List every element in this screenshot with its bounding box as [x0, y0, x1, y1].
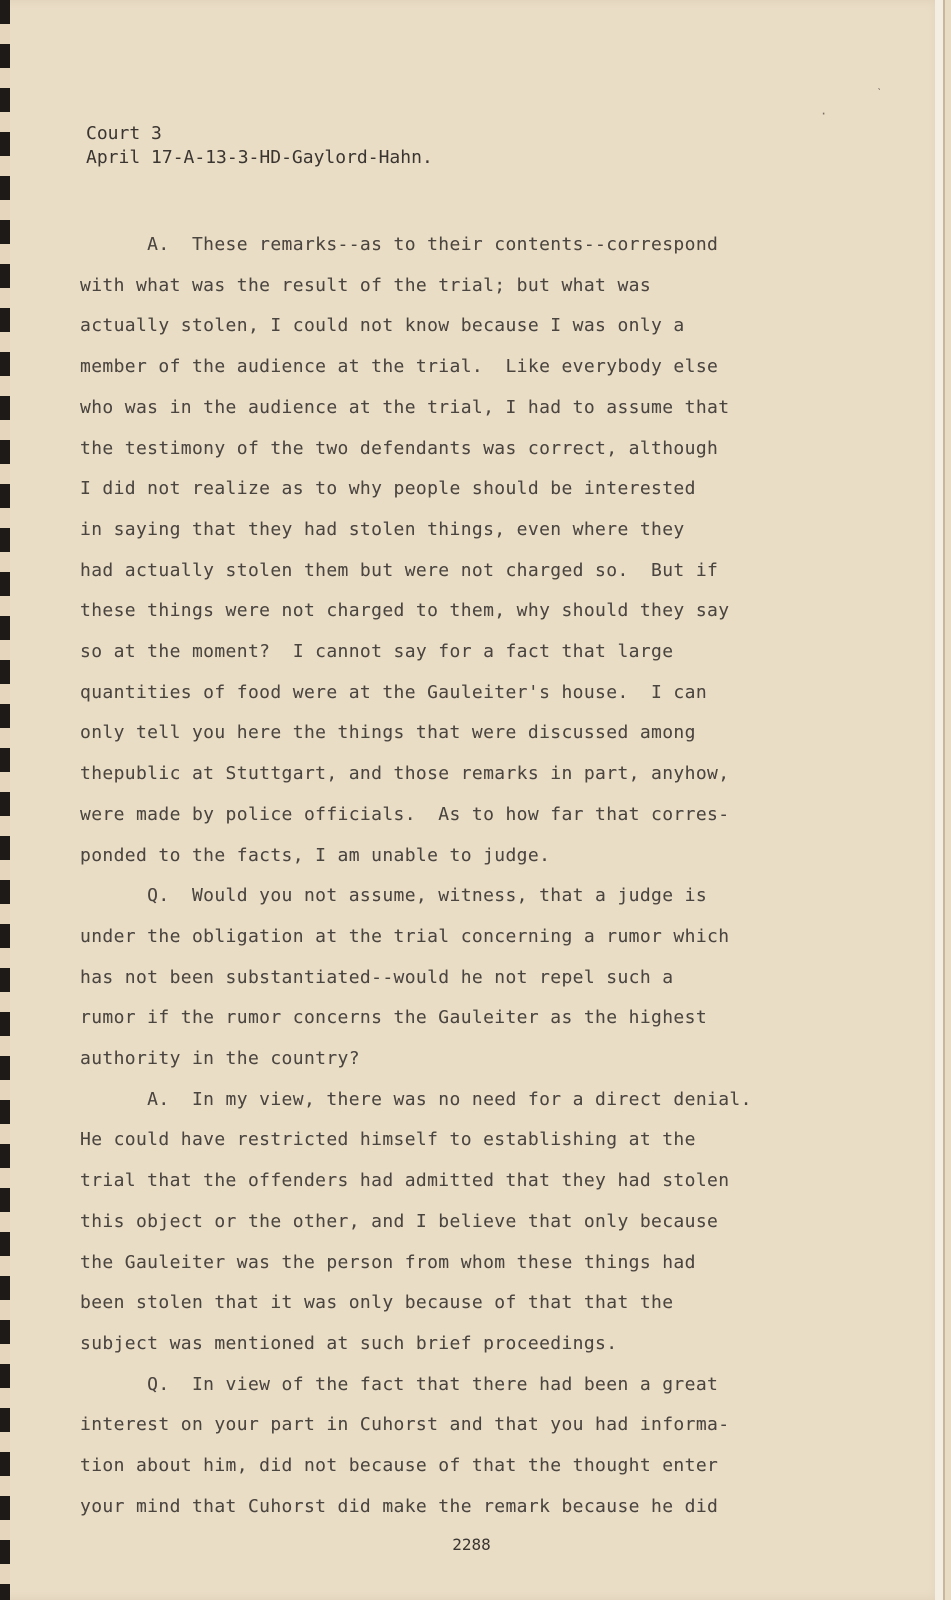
text-line: I did not realize as to why people should be interested	[80, 478, 696, 500]
text-line: so at the moment? I cannot say for a fact that large	[80, 641, 674, 663]
text-line: these things were not charged to them, why should they say	[80, 600, 730, 622]
text-line: trial that the offenders had admitted that they had stolen	[80, 1170, 730, 1192]
text-line: in saying that they had stolen things, even where they	[80, 518, 685, 540]
text-line: member of the audience at the trial. Like everybody else	[80, 356, 719, 378]
text-line: Q. In view of the fact that there had been a great	[80, 1373, 719, 1395]
text-line: has not been substantiated--would he not repel such a	[80, 966, 674, 988]
text-line: with what was the result of the trial; but what was	[80, 274, 652, 296]
text-line: authority in the country?	[80, 1048, 360, 1070]
paper-mark: ˋ	[876, 86, 884, 100]
transcript-body	[80, 225, 800, 1528]
text-line: only tell you here the things that were discussed among	[80, 722, 696, 744]
binding-holes	[0, 0, 10, 1600]
text-line: Q. Would you not assume, witness, that a judge is	[80, 885, 708, 907]
text-line: He could have restricted himself to establishing at the	[80, 1129, 696, 1151]
text-line: thepublic at Stuttgart, and those remarks in part, anyhow,	[80, 763, 730, 785]
text-line: the Gauleiter was the person from whom these things had	[80, 1251, 696, 1273]
text-line: who was in the audience at the trial, I had to assume that	[80, 396, 730, 418]
page-number: 2288	[452, 1535, 491, 1554]
reference-label: April 17-A-13-3-HD-Gaylord-Hahn.	[86, 147, 433, 168]
paper-mark: ·	[820, 107, 828, 121]
text-line: been stolen that it was only because of that that the	[80, 1292, 674, 1314]
text-line: actually stolen, I could not know because I was only a	[80, 315, 685, 337]
text-line: A. These remarks--as to their contents--correspond	[80, 234, 719, 255]
text-line: interest on your part in Cuhorst and that you had informa-	[80, 1414, 730, 1436]
document-header	[86, 122, 433, 170]
text-line: the testimony of the two defendants was correct, although	[80, 437, 719, 459]
text-line: subject was mentioned at such brief proceedings.	[80, 1332, 618, 1354]
court-label: Court 3	[86, 123, 162, 144]
text-line: quantities of food were at the Gauleiter's house. I can	[80, 681, 708, 703]
text-line: your mind that Cuhorst did make the remark because he did	[80, 1495, 719, 1517]
page-edge	[935, 0, 943, 1600]
text-line: were made by police officials. As to how far that corres-	[80, 803, 730, 825]
text-line: under the obligation at the trial concerning a rumor which	[80, 925, 730, 947]
text-line: this object or the other, and I believe that only because	[80, 1210, 719, 1232]
text-line: rumor if the rumor concerns the Gauleiter as the highest	[80, 1007, 708, 1029]
text-line: had actually stolen them but were not charged so. But if	[80, 559, 719, 581]
text-line: A. In my view, there was no need for a direct denial.	[80, 1088, 752, 1110]
text-line: tion about him, did not because of that the thought enter	[80, 1455, 719, 1477]
text-line: ponded to the facts, I am unable to judge.	[80, 844, 551, 866]
